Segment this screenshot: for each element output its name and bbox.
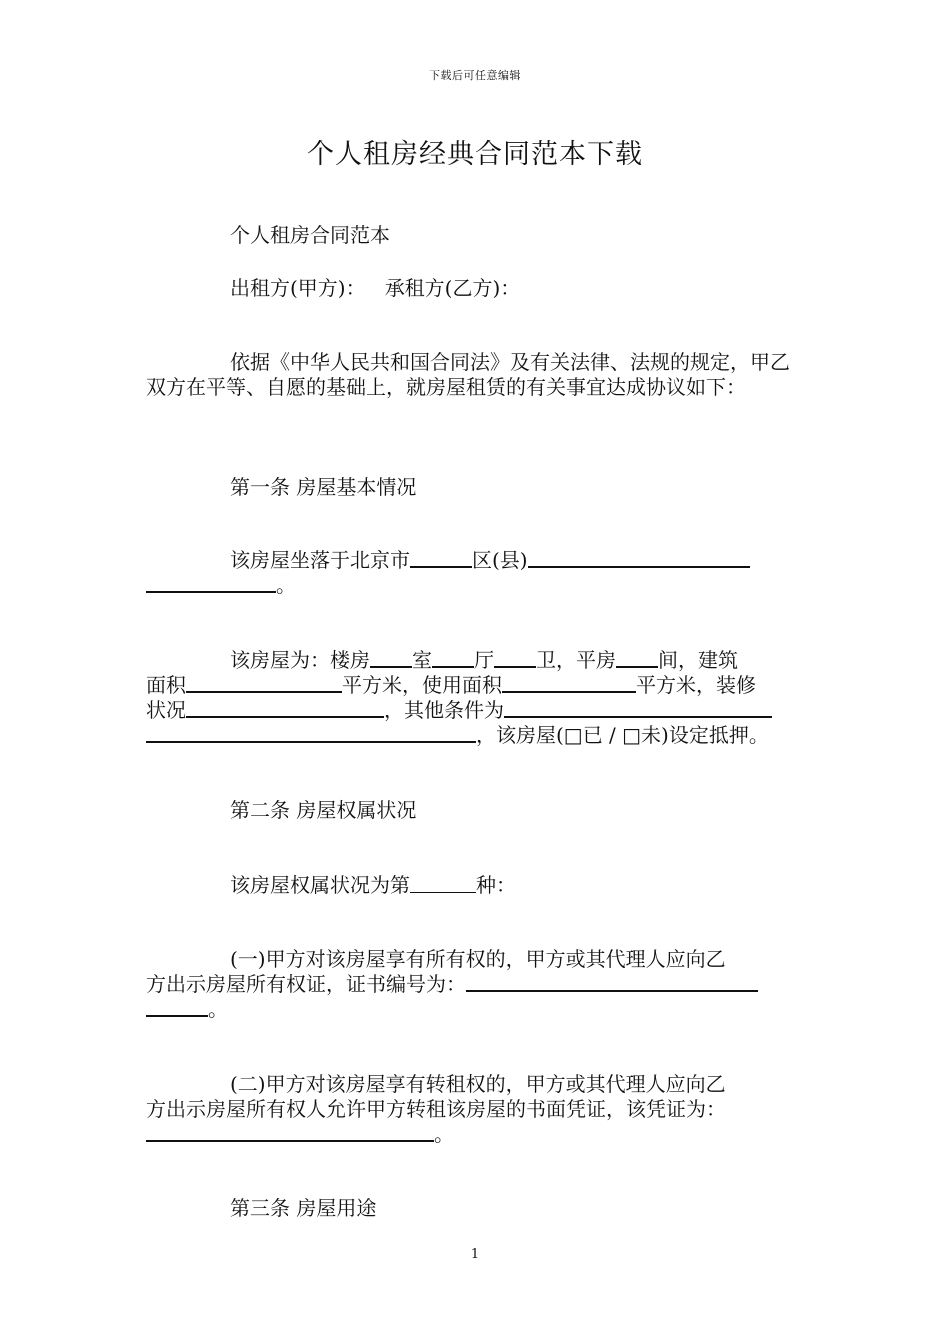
location-text-c: 。 — [276, 573, 296, 597]
article2-item1 — [146, 947, 806, 1022]
article1-desc-paragraph — [146, 648, 806, 748]
desc-text-a: 该房屋为：楼房 — [230, 648, 370, 672]
page-header: 下载后可任意编辑 — [429, 69, 521, 82]
page-number: 1 — [470, 1247, 480, 1262]
item2-text-b: 方出示房屋所有权人允许甲方转租该房屋的书面凭证，该凭证为： — [146, 1097, 726, 1121]
desc-text-e: 间，建筑 — [658, 648, 738, 672]
kind-text-b: 种： — [476, 873, 516, 897]
item2-text-c: 。 — [434, 1122, 454, 1146]
desc-text-c: 厅 — [474, 648, 494, 672]
desc-text-i: 状况 — [146, 698, 186, 722]
intro-paragraph: 依据《中华人民共和国合同法》及有关法律、法规的规定，甲乙双方在平等、自愿的基础上，就房屋租赁的有关事宜达成协议如下： — [146, 350, 790, 399]
baths-blank — [494, 648, 536, 668]
decoration-blank — [186, 698, 384, 718]
article2-kind-line — [146, 873, 806, 898]
desc-text-g: 平方米，使用面积 — [342, 673, 502, 697]
district-blank — [410, 548, 472, 568]
halls-blank — [432, 648, 474, 668]
location-text-b: 区(县) — [472, 548, 528, 572]
parties-line — [146, 276, 806, 301]
article2-heading: 第二条 房屋权属状况 — [230, 798, 417, 822]
desc-text-b: 室 — [412, 648, 432, 672]
desc-text-k: ，该房屋(□已 / □未)设定抵押。 — [476, 723, 769, 747]
tenant-label: 承租方(乙方)： — [384, 276, 521, 300]
article3-heading: 第三条 房屋用途 — [230, 1196, 377, 1220]
other-conditions-blank — [504, 698, 772, 718]
voucher-blank — [146, 1122, 434, 1142]
usable-area-blank — [502, 673, 636, 693]
desc-text-f: 面积 — [146, 673, 186, 697]
article2-item2 — [146, 1072, 806, 1147]
desc-text-j: ，其他条件为 — [384, 698, 504, 722]
article1-heading: 第一条 房屋基本情况 — [230, 475, 417, 499]
item1-text-a: (一)甲方对该房屋享有所有权的，甲方或其代理人应向乙 — [230, 947, 726, 971]
item2-text-a: (二)甲方对该房屋享有转租权的，甲方或其代理人应向乙 — [230, 1072, 726, 1096]
rooms-blank — [370, 648, 412, 668]
landlord-label: 出租方(甲方)： — [230, 276, 366, 300]
item1-text-c: 。 — [208, 997, 228, 1021]
bungalow-rooms-blank — [616, 648, 658, 668]
document-title: 个人租房经典合同范本下载 — [307, 139, 643, 170]
address-blank — [528, 548, 750, 568]
kind-blank — [410, 874, 476, 893]
address-blank-continued — [146, 573, 276, 593]
certificate-number-blank — [466, 972, 758, 992]
desc-text-h: 平方米，装修 — [636, 673, 756, 697]
other-conditions-blank-continued — [146, 723, 476, 743]
article1-location-paragraph — [146, 548, 806, 598]
item1-text-b: 方出示房屋所有权证，证书编号为： — [146, 972, 466, 996]
desc-text-d: 卫，平房 — [536, 648, 616, 672]
building-area-blank — [186, 673, 342, 693]
subtitle: 个人租房合同范本 — [230, 223, 390, 247]
certificate-number-blank-continued — [146, 997, 208, 1017]
kind-text-a: 该房屋权属状况为第 — [230, 873, 410, 897]
location-text-a: 该房屋坐落于北京市 — [230, 548, 410, 572]
